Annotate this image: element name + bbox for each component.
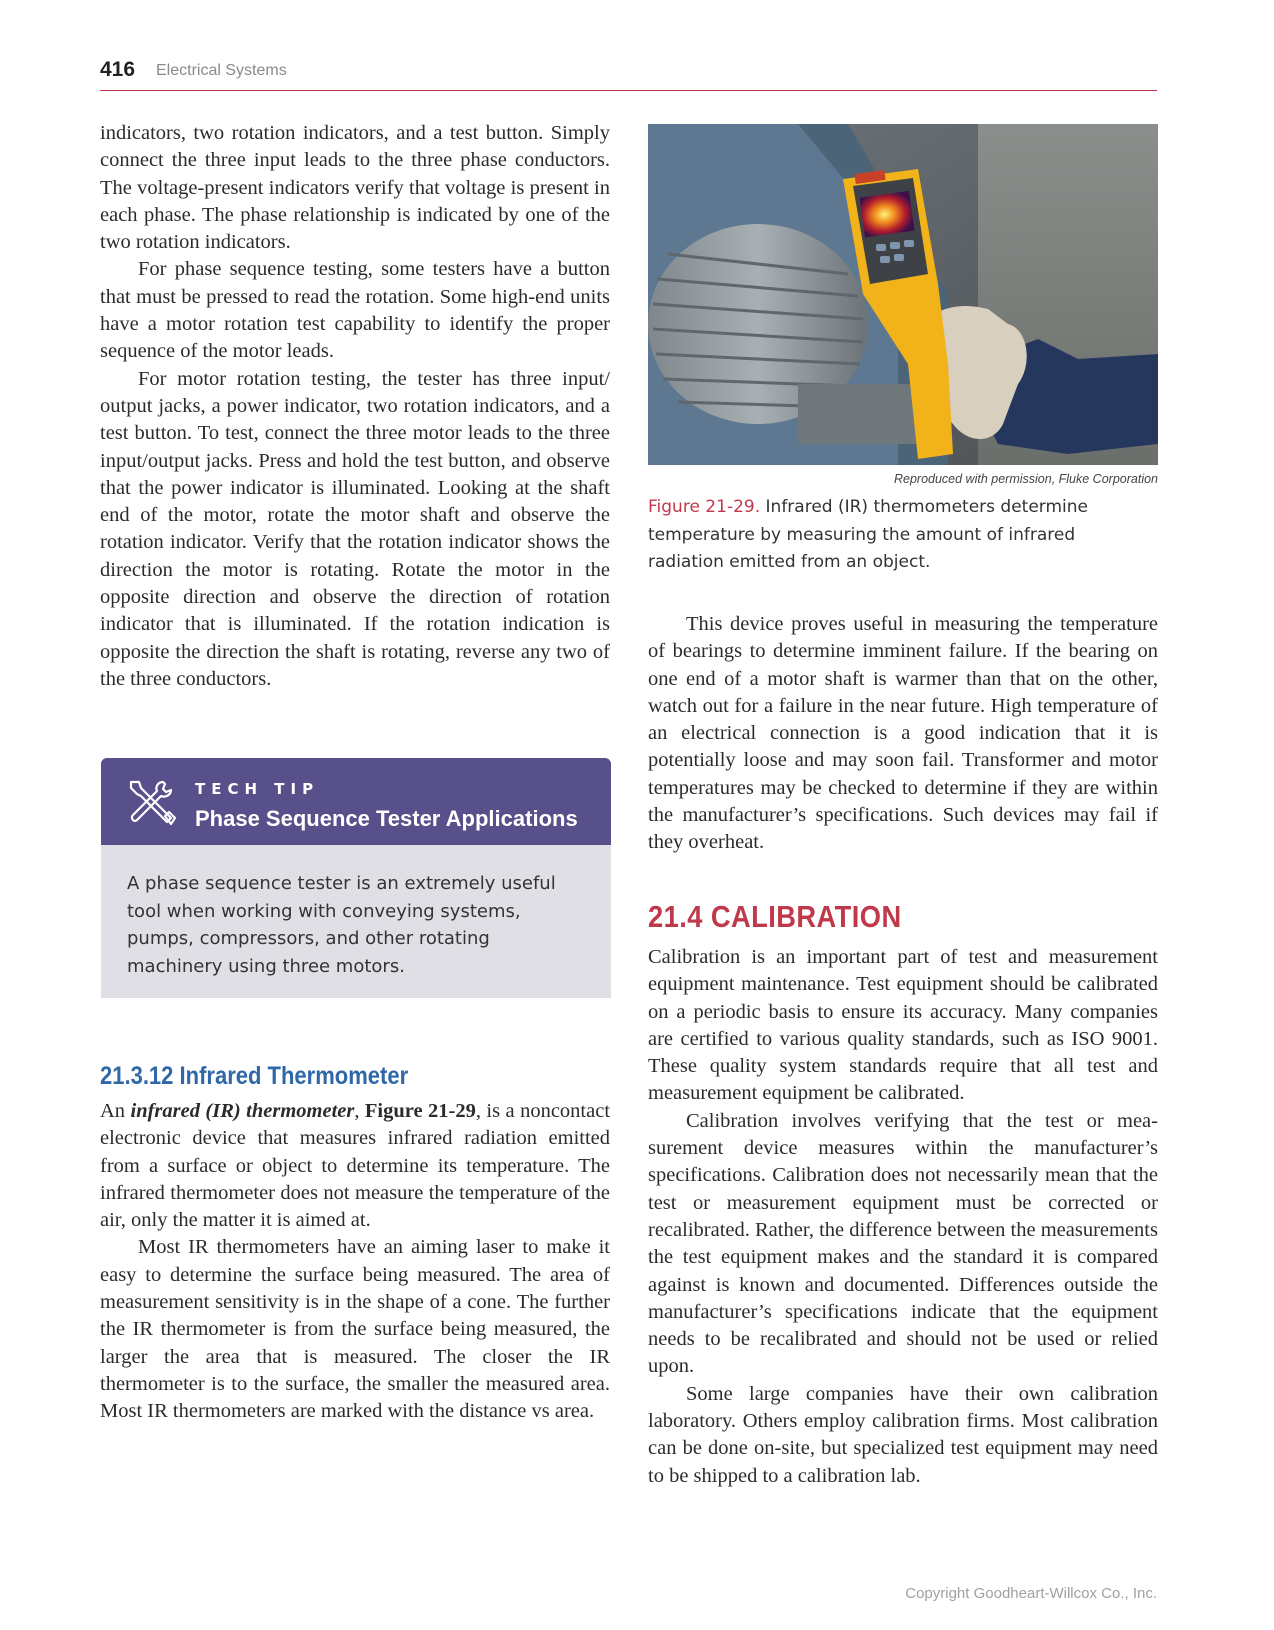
tech-tip-box bbox=[101, 758, 611, 998]
copyright-footer: Copyright Goodheart-Willcox Co., Inc. bbox=[905, 1585, 1157, 1602]
figure-photo bbox=[648, 124, 1158, 465]
paragraph: Calibration involves verifying that the test or measurement device measures within the manufacturer’s specifications. Calibration does not necessarily mean that the test or measurement equipment must be corrected or recalibrated. Rather, the difference between the measurements the test equipment makes and the standard it is compared against is known and documented. Differences outside the manufacturer’s specifications indicate that the equipment needs to be recalibrated and should not be used or relied upon. bbox=[648, 1109, 1158, 1378]
paragraph: Some large companies have their own calibration laboratory. Others employ calibration firms. Most calibration can be done on-site, but specialized test equipment may need to be shipped to a calibration lab. bbox=[648, 1382, 1158, 1487]
right-column-bottom bbox=[648, 944, 1158, 1490]
figure-caption: Figure 21-29. Infrared (IR) thermometers determine temperature by measuring the amount of infrared radiation emitted from an object. bbox=[648, 497, 1088, 572]
tech-tip-header bbox=[101, 758, 611, 845]
paragraph: Most IR thermometers have an aiming laser to make it easy to determine the surface being measured. The area of measurement sensitivity is in the shape of a cone. The further the IR thermometer is from the surface being measured, the larger the area that is measured. The closer the IR thermometer is to the surface, the smaller the measured area. Most IR thermometers are marked with the distance vs area. bbox=[100, 1236, 610, 1423]
ir-thermometer-photo bbox=[648, 124, 1158, 465]
photo-credit: Reproduced with permission, Fluke Corporation bbox=[893, 472, 1158, 486]
left-column-bottom bbox=[100, 1098, 610, 1426]
tech-tip-body: A phase sequence tester is an extremely useful tool when working with conveying systems, pumps, compressors, and other rotating machinery using three motors. bbox=[127, 873, 556, 977]
paragraph: indicators, two rotation indicators, and a test button. Simply connect the three input leads to the three phase conductors. The voltage-present indicators verify that voltage is present in each phase. The phase relationship is indicated by one of the two rotation indicators. bbox=[100, 122, 610, 254]
right-column-top bbox=[648, 611, 1158, 857]
running-title: Electrical Systems bbox=[156, 62, 287, 79]
paragraph: Calibration is an important part of test and measurement equipment maintenance. Test equipment should be calibrated on a periodic basis to ensure its accuracy. Many companies are certified to various quality standards, such as ISO 9001. These quality system standards require that all test and measurement equipment be calibrated. bbox=[648, 946, 1158, 1105]
figure-label: Figure 21-29. bbox=[648, 497, 761, 517]
figure-reference[interactable]: Figure 21-29 bbox=[364, 1100, 476, 1122]
tech-tip-title: Phase Sequence Tester Applications bbox=[195, 806, 578, 831]
glossary-term: infrared (IR) thermometer bbox=[130, 1100, 355, 1122]
paragraph: This device proves useful in measuring the temperature of bearings to determine imminent failure. If the bearing on one end of a motor shaft is warmer than that on the other, watch out for a failure in the near future. High temperature of an electrical connection is a good indication that it is potentially loose and may soon fail. Transformer and motor temperatures may be checked to determine if they are within the manufacturer’s specifications. Such devices may fail if they overheat. bbox=[648, 613, 1158, 854]
paragraph: An infrared (IR) thermometer, Figure 21-29, is a noncontact electronic device that measures infrared radiation emitted from a surface or object to determine its temperature. The infrared thermometer does not measure the temperature of the air, only the matter it is aimed at. bbox=[100, 1100, 611, 1232]
wrench-screwdriver-icon bbox=[125, 778, 179, 828]
page-number: 416 bbox=[100, 58, 136, 81]
subsection-heading: 21.3.12 Infrared Thermometer bbox=[100, 1062, 409, 1090]
paragraph: For phase sequence testing, some testers have a button that must be pressed to read the rotation. Some high-end units have a motor rotation test capability to identify the proper sequence of the motor leads. bbox=[100, 258, 610, 363]
paragraph: For motor rotation testing, the tester has three input/ output jacks, a power indicator, two rotation indicators, and a test button. To test, connect the three motor leads to the three input/output jacks. Press and hold the test button, and observe that the power indicator is illuminated. Looking at the shaft end of the motor, rotate the motor shaft and observe the rotation indicator. Verify that the rotation indicator shows the direction the motor is rotating. Rotate the motor in the opposite direction and observe the direction of rotation indicator that is illuminated. If the rotation indication is opposite the direction the shaft is rotating, reverse any two of the three conductors. bbox=[100, 367, 610, 690]
left-column-top bbox=[100, 120, 610, 693]
page-header bbox=[100, 56, 1157, 91]
tech-tip-kicker: TECH TIP bbox=[195, 780, 320, 798]
section-heading: 21.4 CALIBRATION bbox=[648, 899, 902, 934]
